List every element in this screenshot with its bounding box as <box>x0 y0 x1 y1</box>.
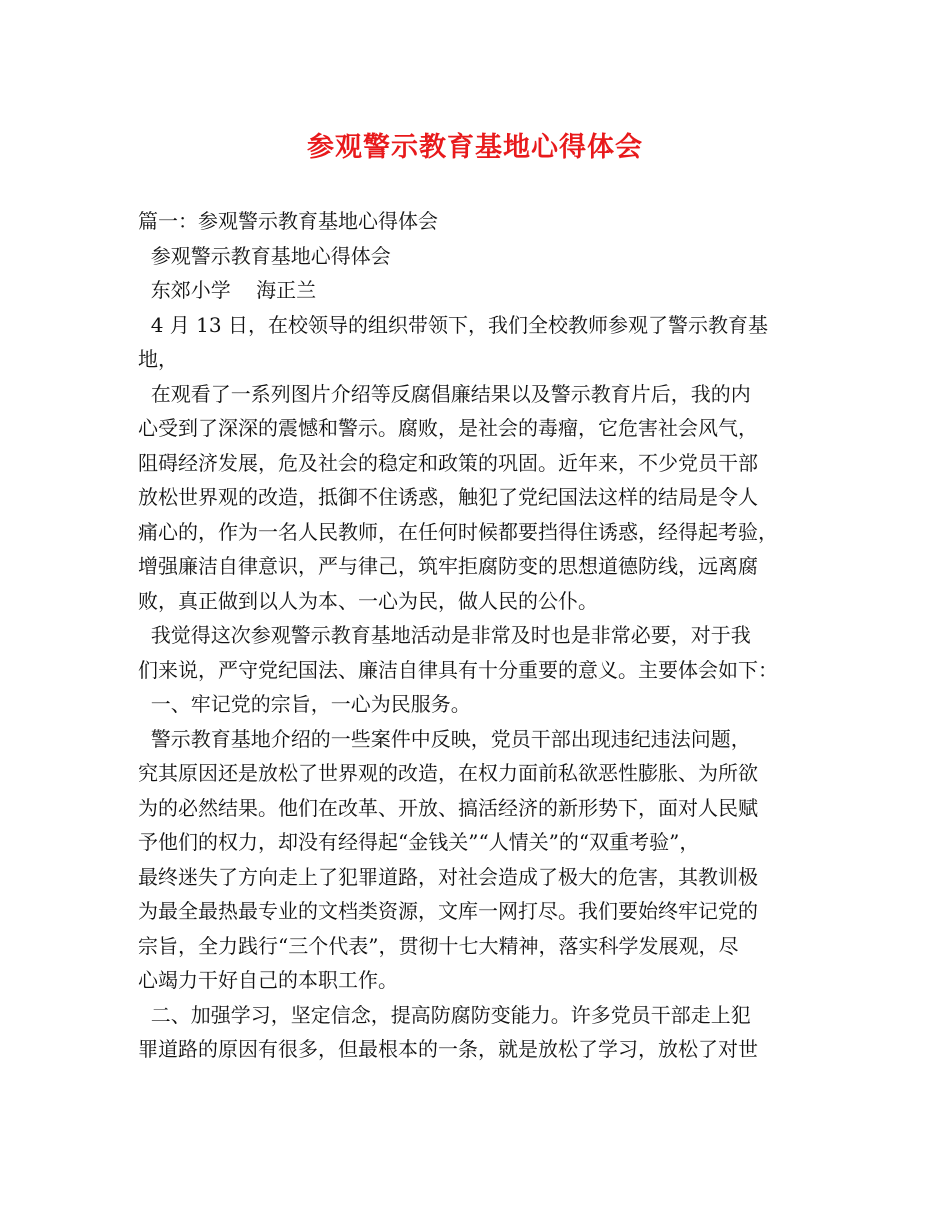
body-line: 篇一：参观警示教育基地心得体会 <box>138 209 438 233</box>
body-line: 败，真正做到以人为本、一心为民，做人民的公仆。 <box>138 588 598 613</box>
body-line: 痛心的，作为一名人民教师，在任何时候都要挡得住诱惑，经得起考验， <box>138 519 778 544</box>
body-line: 心受到了深深的震憾和警示。腐败，是社会的毒瘤，它危害社会风气， <box>138 416 758 440</box>
body-line: 参观警示教育基地心得体会 <box>138 243 391 268</box>
body-line: 二、加强学习，坚定信念，提高防腐防变能力。许多党员干部走上犯 <box>138 1002 751 1027</box>
body-line: 增强廉洁自律意识，严与律己，筑牢拒腐防变的思想道德防线，远离腐 <box>138 554 758 578</box>
body-line: 最终迷失了方向走上了犯罪道路，对社会造成了极大的危害，其教训极 <box>138 864 758 889</box>
body-line: 东郊小学 海正兰 <box>138 278 317 302</box>
body-line: 宗旨，全力践行“三个代表”，贯彻十七大精神，落实科学发展观，尽 <box>138 933 739 958</box>
body-line: 罪道路的原因有很多，但最根本的一条，就是放松了学习，放松了对世 <box>138 1037 758 1061</box>
body-line: 地， <box>138 347 178 371</box>
body-line: 心竭力干好自己的本职工作。 <box>138 968 398 992</box>
body-line: 为的必然结果。他们在改革、开放、搞活经济的新形势下，面对人民赋 <box>138 795 758 820</box>
body-line: 们来说，严守党纪国法、廉洁自律具有十分重要的意义。主要体会如下： <box>138 657 778 682</box>
body-line: 我觉得这次参观警示教育基地活动是非常及时也是非常必要，对于我 <box>138 623 751 647</box>
document-body <box>138 204 828 1067</box>
document-title: 参观警示教育基地心得体会 <box>307 132 643 163</box>
body-line: 阻碍经济发展，危及社会的稳定和政策的巩固。近年来，不少党员干部 <box>138 450 758 475</box>
body-line: 在观看了一系列图片介绍等反腐倡廉结果以及警示教育片后，我的内 <box>138 381 751 406</box>
body-line: 为最全最热最专业的文档类资源，文库一网打尽。我们要始终牢记党的 <box>138 899 758 923</box>
body-line: 究其原因还是放松了世界观的改造，在权力面前私欲恶性膨胀、为所欲 <box>138 761 758 785</box>
body-line: 4 月 13 日，在校领导的组织带领下，我们全校教师参观了警示教育基 <box>138 312 768 337</box>
body-line: 一、牢记党的宗旨，一心为民服务。 <box>138 692 471 716</box>
body-line: 予他们的权力，却没有经得起“金钱关”“人情关”的“双重考验”， <box>138 830 700 854</box>
body-line: 警示教育基地介绍的一些案件中反映，党员干部出现违纪违法问题， <box>138 726 751 751</box>
body-line: 放松世界观的改造，抵御不住诱惑，触犯了党纪国法这样的结局是令人 <box>138 485 758 509</box>
